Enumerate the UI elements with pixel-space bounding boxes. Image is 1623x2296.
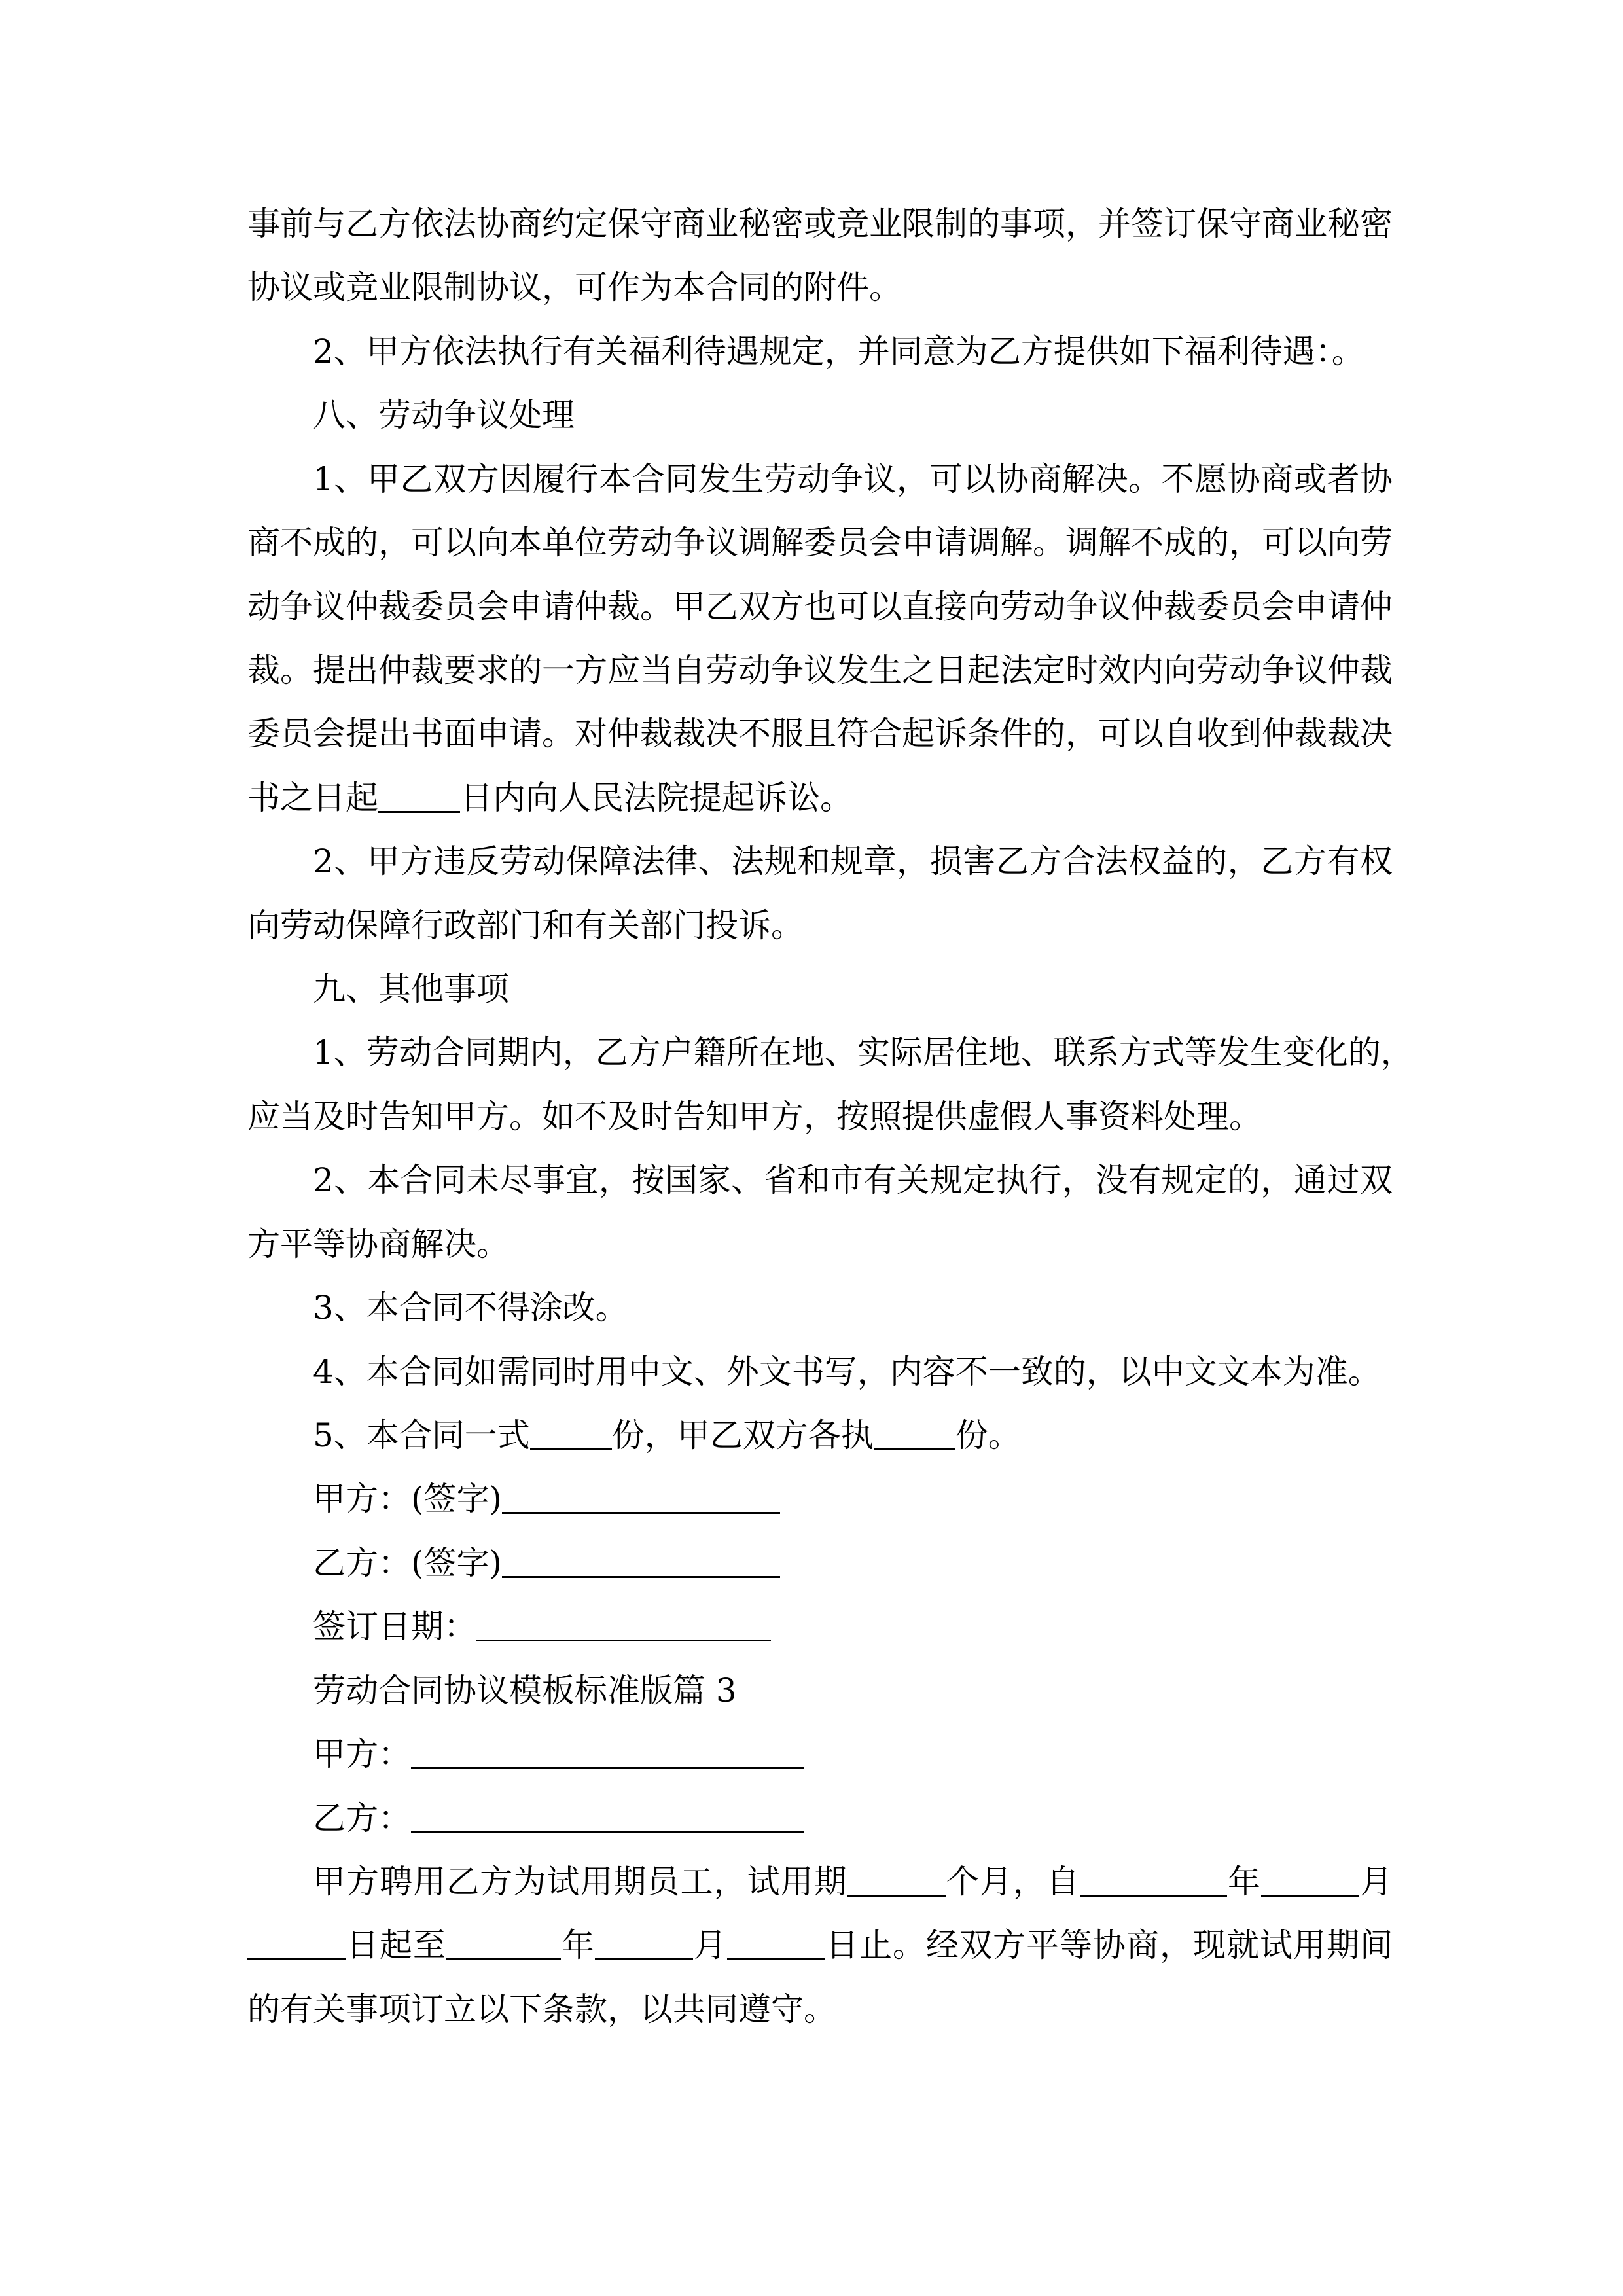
paragraph-line: 应当及时告知甲方。如不及时告知甲方，按照提供虚假人事资料处理。 — [247, 1097, 1262, 1136]
document-page — [247, 192, 1414, 2041]
section-heading-other-matters: 九、其他事项 — [313, 970, 509, 1009]
start-month-field[interactable] — [1261, 1869, 1359, 1897]
paragraph-line: 商不成的，可以向本单位劳动争议调解委员会申请调解。调解不成的，可以向劳 — [247, 524, 1393, 562]
blank-each-copies-field[interactable] — [874, 1422, 955, 1450]
paragraph-line: 1、劳动合同期内，乙方户籍所在地、实际居住地、联系方式等发生变化的， — [313, 1033, 1414, 1072]
end-month-field[interactable] — [595, 1932, 693, 1960]
probation-months-field[interactable] — [847, 1869, 946, 1897]
text-segment: 份。 — [955, 1416, 1021, 1455]
paragraph-line: 事前与乙方依法协商约定保守商业秘密或竞业限制的事项，并签订保守商业秘密 — [247, 205, 1393, 243]
text-segment: 年 — [1226, 1862, 1261, 1901]
text-segment: 个月，自 — [945, 1862, 1080, 1901]
paragraph-line: 2、本合同未尽事宜，按国家、省和市有关规定执行，没有规定的，通过双 — [313, 1161, 1393, 1200]
text-segment: 书之日起 — [247, 778, 378, 817]
signature-party-a — [247, 1467, 1393, 1531]
paragraph-line — [247, 1850, 1393, 1914]
party-a-name-field[interactable] — [411, 1741, 804, 1769]
party-b-line — [247, 1787, 1393, 1850]
party-label: 甲方： — [313, 1735, 411, 1774]
text-segment: 甲方聘用乙方为试用期员工，试用期 — [313, 1862, 847, 1901]
text-segment: 月 — [693, 1926, 727, 1965]
text-segment: 日起至 — [346, 1926, 446, 1965]
text-segment: 日内向人民法院提起诉讼。 — [460, 778, 853, 817]
start-year-field[interactable] — [1080, 1869, 1227, 1897]
blank-total-copies-field[interactable] — [530, 1422, 612, 1450]
paragraph-line — [247, 1914, 1393, 1977]
party-label: 乙方： — [313, 1799, 411, 1837]
clause-no-alteration: 3、本合同不得涂改。 — [313, 1289, 628, 1327]
party-b-name-field[interactable] — [411, 1805, 804, 1833]
clause-copies — [247, 1404, 1393, 1467]
party-a-line — [247, 1723, 1393, 1786]
section-heading-labor-dispute: 八、劳动争议处理 — [313, 396, 575, 435]
paragraph-line: 1、甲乙双方因履行本合同发生劳动争议，可以协商解决。不愿协商或者协 — [313, 459, 1393, 498]
paragraph-line: 方平等协商解决。 — [247, 1225, 509, 1263]
sign-date-field[interactable] — [476, 1613, 771, 1641]
paragraph-line: 协议或竞业限制协议，可作为本合同的附件。 — [247, 268, 902, 307]
end-year-field[interactable] — [446, 1932, 561, 1960]
signature-date — [247, 1595, 1393, 1659]
text-segment: 日止。经双方平等协商，现就试用期间 — [825, 1926, 1393, 1965]
start-day-field[interactable] — [247, 1932, 346, 1960]
party-a-signature-field[interactable] — [502, 1486, 780, 1514]
clause-welfare: 2、甲方依法执行有关福利待遇规定，并同意为乙方提供如下福利待遇：。 — [313, 332, 1364, 370]
signature-label: 乙方：(签字) — [313, 1543, 503, 1582]
paragraph-line: 的有关事项订立以下条款，以共同遵守。 — [247, 1990, 836, 2028]
paragraph-line: 向劳动保障行政部门和有关部门投诉。 — [247, 906, 804, 944]
blank-days-field[interactable] — [378, 785, 460, 813]
paragraph-line: 委员会提出书面申请。对仲裁裁决不服且符合起诉条件的，可以自收到仲裁裁决 — [247, 715, 1393, 753]
signature-label: 甲方：(签字) — [313, 1480, 503, 1518]
paragraph-line: 裁。提出仲裁要求的一方应当自劳动争议发生之日起法定时效内向劳动争议仲裁 — [247, 651, 1393, 689]
text-segment: 份，甲乙双方各执 — [611, 1416, 874, 1455]
paragraph-line: 2、甲方违反劳动保障法律、法规和规章，损害乙方合法权益的，乙方有权 — [313, 842, 1393, 881]
paragraph-line: 动争议仲裁委员会申请仲裁。甲乙双方也可以直接向劳动争议仲裁委员会申请仲 — [247, 587, 1393, 626]
text-segment: 年 — [561, 1926, 595, 1965]
end-day-field[interactable] — [727, 1932, 825, 1960]
signature-party-b — [247, 1532, 1393, 1595]
text-segment: 5、本合同一式 — [313, 1416, 530, 1455]
paragraph-line — [247, 766, 1393, 830]
party-b-signature-field[interactable] — [502, 1550, 780, 1578]
signature-label: 签订日期： — [313, 1607, 476, 1646]
clause-language: 4、本合同如需同时用中文、外文书写，内容不一致的，以中文文本为准。 — [313, 1352, 1381, 1391]
section-title: 劳动合同协议模板标准版篇 3 — [313, 1671, 737, 1710]
text-segment: 月 — [1359, 1862, 1393, 1901]
